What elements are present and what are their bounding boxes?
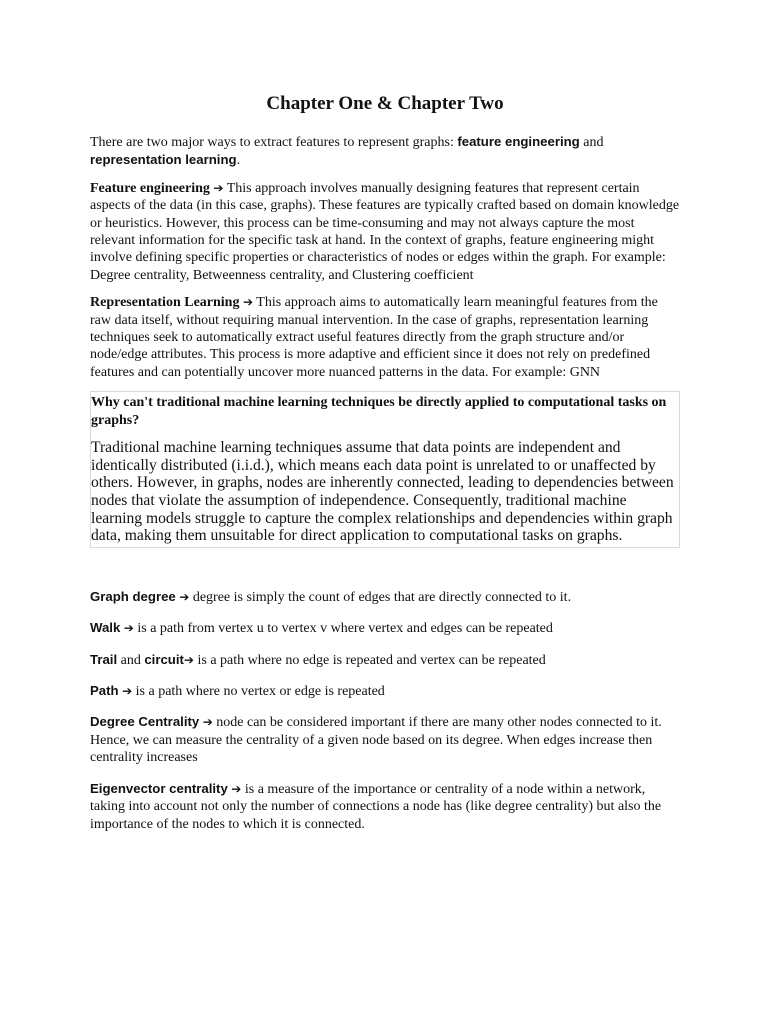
arrow-icon: ➔: [242, 295, 254, 310]
definition-term: Trail: [90, 651, 118, 667]
definition-text: is a path where no vertex or edge is repeated: [132, 684, 385, 700]
definition-text: is a path where no edge is repeated and vertex can be repeated: [193, 652, 546, 668]
arrow-icon: ➔: [213, 180, 224, 195]
definition-term: Path: [90, 683, 119, 699]
feature-engineering-paragraph: [90, 180, 680, 284]
definition-text: node can be considered important if there are many other nodes connected to it. Hence, we can measure the centrality of a given node based on its degree. When edges increase then centrality increases: [90, 715, 662, 766]
definition-trail-circuit: [90, 651, 680, 669]
definition-walk: [90, 619, 680, 637]
definition-degree-centrality: [90, 713, 680, 766]
definition-path: [90, 682, 680, 700]
arrow-icon: ➔: [179, 589, 190, 604]
arrow-icon: ➔: [123, 621, 134, 636]
question-text: Why can't traditional machine learning techniques be directly applied to computational tasks on graphs?: [91, 395, 667, 428]
definition-graph-degree: [90, 588, 680, 606]
definition-eigenvector-centrality: [90, 780, 680, 833]
page-title: Chapter One & Chapter Two: [266, 93, 504, 114]
definition-term: Graph degree: [90, 588, 176, 604]
representation-learning-text: This approach aims to automatically learn meaningful features from the raw data itself, without requiring manual intervention. In the case of graphs, representation learning techniques seek to automatically extract useful features directly from the graph structure and/or node/edge attributes. This process is more adaptive and efficient since it does not rely on predefined features and can potentially uncover more nuanced patterns in the data. For example: GNN: [90, 295, 658, 380]
answer-text: Traditional machine learning techniques assume that data points are independent and identically distributed (i.i.d.), which means each data point is unrelated to or unaffected by others. However, in graphs, nodes are inherently connected, leading to dependencies between nodes that violate the assumption of independence. Consequently, traditional machine learning models struggle to capture the complex relationships and dependencies within graph data, making them unsuitable for direct application to computational tasks on graphs.: [91, 439, 674, 545]
intro-text: There are two major ways to extract features to represent graphs:: [90, 135, 458, 150]
definition-text: is a path from vertex u to vertex v where vertex and edges can be repeated: [133, 621, 553, 637]
question-box: [90, 391, 680, 548]
representation-learning-heading: Representation Learning: [90, 295, 240, 311]
definition-term: circuit: [144, 651, 184, 667]
definition-and: and: [117, 652, 145, 668]
definition-text: is a measure of the importance or centrality of a node within a network, taking into account not only the number of connections a node has (like degree centrality) but also the importance of the nodes to which it is connected.: [90, 781, 662, 832]
intro-paragraph: [90, 133, 680, 170]
arrow-icon: ➔: [122, 684, 133, 699]
arrow-icon: ➔: [202, 715, 213, 730]
definition-term: Eigenvector centrality: [90, 780, 228, 796]
feature-engineering-heading: Feature engineering: [90, 180, 210, 196]
term-feature-engineering: feature engineering: [457, 134, 580, 149]
intro-and: and: [579, 135, 604, 150]
definition-text: degree is simply the count of edges that are directly connected to it.: [189, 589, 572, 605]
arrow-icon: ➔: [183, 652, 194, 667]
intro-end: .: [236, 153, 241, 169]
definition-term: Walk: [90, 620, 121, 636]
representation-learning-paragraph: [90, 294, 680, 381]
definitions-list: [90, 588, 680, 833]
definition-term: Degree Centrality: [90, 714, 200, 730]
term-representation-learning: representation learning: [90, 152, 237, 168]
arrow-icon: ➔: [231, 781, 242, 796]
document-page: [90, 92, 680, 846]
feature-engineering-text: This approach involves manually designing features that represent certain aspects of the data (in this case, graphs). These features are typically crafted based on domain knowledge or heuristics. However, this process can be time-consuming and may not always capture the most relevant information for the specific task at hand. In the context of graphs, feature engineering might involve defining specific properties or characteristics of nodes or edges within the graph. For example: Degree centrality, Betweenness centrality, and Clustering coefficient: [90, 180, 680, 283]
